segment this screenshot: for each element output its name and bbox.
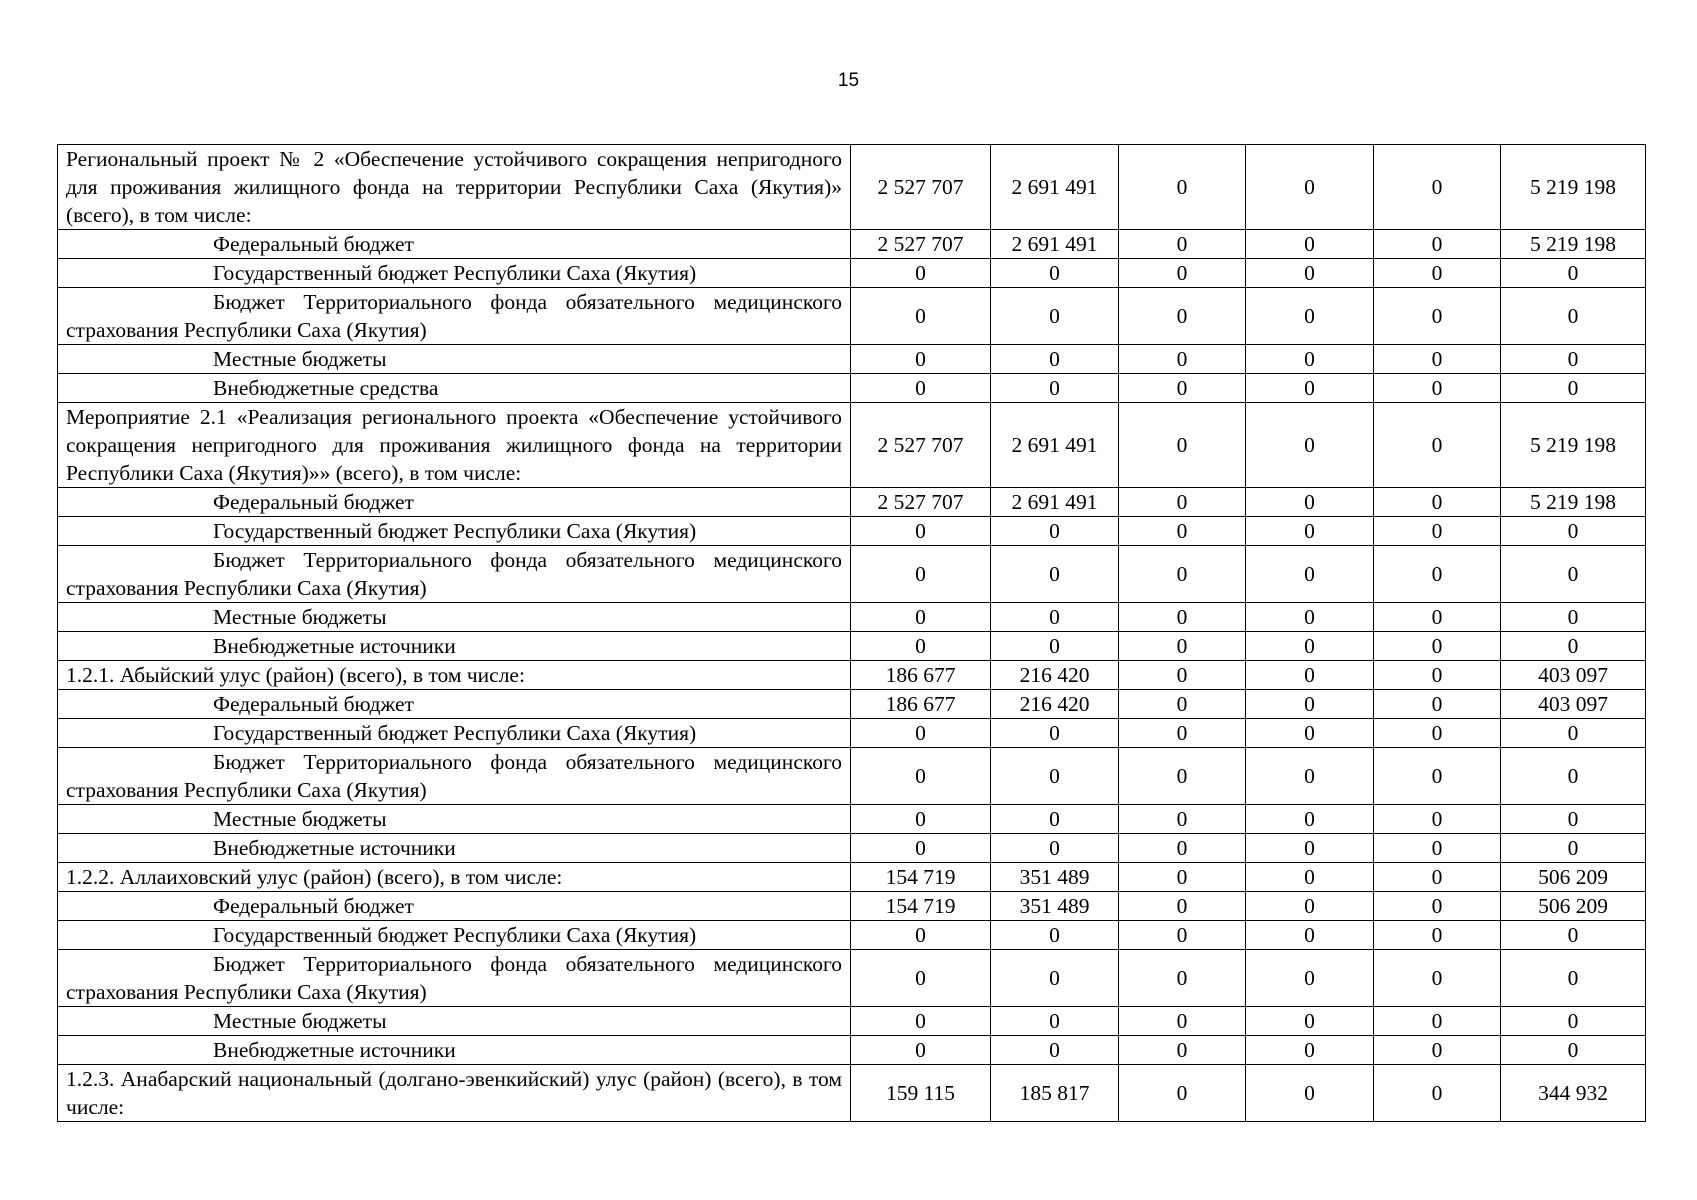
amount-cell: 0 bbox=[1246, 1007, 1374, 1036]
amount-cell: 0 bbox=[1501, 517, 1646, 546]
table-row bbox=[58, 661, 1646, 690]
amount-cell: 0 bbox=[851, 603, 991, 632]
funding-source-label: Местные бюджеты bbox=[58, 345, 851, 374]
amount-cell: 154 719 bbox=[851, 863, 991, 892]
funding-source-label: Государственный бюджет Республики Саха (Якутия) bbox=[58, 921, 851, 950]
amount-cell: 0 bbox=[1246, 748, 1374, 805]
funding-source-label: Местные бюджеты bbox=[58, 805, 851, 834]
amount-cell: 0 bbox=[991, 805, 1119, 834]
amount-cell: 0 bbox=[1374, 259, 1501, 288]
amount-cell: 154 719 bbox=[851, 892, 991, 921]
amount-cell: 0 bbox=[1119, 834, 1246, 863]
funding-source-label: Государственный бюджет Республики Саха (Якутия) bbox=[58, 719, 851, 748]
amount-cell: 0 bbox=[1374, 1036, 1501, 1065]
amount-cell: 0 bbox=[1119, 690, 1246, 719]
amount-cell: 0 bbox=[1246, 805, 1374, 834]
amount-cell: 0 bbox=[1119, 403, 1246, 488]
table-row bbox=[58, 517, 1646, 546]
amount-cell: 0 bbox=[1119, 661, 1246, 690]
funding-source-label: Федеральный бюджет bbox=[58, 690, 851, 719]
table-row bbox=[58, 288, 1646, 345]
amount-cell: 185 817 bbox=[991, 1065, 1119, 1122]
amount-cell: 0 bbox=[1246, 1036, 1374, 1065]
amount-cell: 0 bbox=[991, 1036, 1119, 1065]
amount-cell: 506 209 bbox=[1501, 892, 1646, 921]
amount-cell: 0 bbox=[1119, 603, 1246, 632]
amount-cell: 0 bbox=[991, 288, 1119, 345]
amount-cell: 0 bbox=[1119, 719, 1246, 748]
amount-cell: 2 691 491 bbox=[991, 145, 1119, 230]
funding-source-label: Бюджет Территориального фонда обязательного медицинского страхования Республики Саха (Якутия) bbox=[58, 748, 851, 805]
amount-cell: 159 115 bbox=[851, 1065, 991, 1122]
funding-source-label: Внебюджетные источники bbox=[58, 632, 851, 661]
amount-cell: 5 219 198 bbox=[1501, 403, 1646, 488]
table-row bbox=[58, 145, 1646, 230]
funding-source-label: Государственный бюджет Республики Саха (Якутия) bbox=[58, 259, 851, 288]
amount-cell: 0 bbox=[1246, 374, 1374, 403]
amount-cell: 0 bbox=[1501, 921, 1646, 950]
table-row bbox=[58, 259, 1646, 288]
amount-cell: 0 bbox=[1501, 288, 1646, 345]
funding-source-label: Внебюджетные источники bbox=[58, 834, 851, 863]
table-row bbox=[58, 488, 1646, 517]
funding-source-label: Бюджет Территориального фонда обязательного медицинского страхования Республики Саха (Якутия) bbox=[58, 288, 851, 345]
funding-source-label: Государственный бюджет Республики Саха (Якутия) bbox=[58, 517, 851, 546]
amount-cell: 0 bbox=[991, 603, 1119, 632]
amount-cell: 0 bbox=[1374, 374, 1501, 403]
funding-source-label: Федеральный бюджет bbox=[58, 488, 851, 517]
amount-cell: 0 bbox=[1374, 719, 1501, 748]
amount-cell: 0 bbox=[1374, 546, 1501, 603]
funding-source-label: Федеральный бюджет bbox=[58, 892, 851, 921]
amount-cell: 0 bbox=[1246, 921, 1374, 950]
amount-cell: 0 bbox=[1501, 1007, 1646, 1036]
amount-cell: 0 bbox=[1501, 632, 1646, 661]
amount-cell: 0 bbox=[1374, 603, 1501, 632]
amount-cell: 0 bbox=[1501, 374, 1646, 403]
amount-cell: 0 bbox=[851, 921, 991, 950]
amount-cell: 216 420 bbox=[991, 690, 1119, 719]
amount-cell: 0 bbox=[1374, 145, 1501, 230]
funding-source-label: Бюджет Территориального фонда обязательного медицинского страхования Республики Саха (Якутия) bbox=[58, 950, 851, 1007]
amount-cell: 0 bbox=[1246, 863, 1374, 892]
amount-cell: 0 bbox=[1246, 661, 1374, 690]
funding-source-label: Местные бюджеты bbox=[58, 1007, 851, 1036]
table-row bbox=[58, 546, 1646, 603]
item-label: Мероприятие 2.1 «Реализация регионального проекта «Обеспечение устойчивого сокращения непригодного для проживания жилищного фонда на территории Республики Саха (Якутия)»» (всего), в том числе: bbox=[58, 403, 851, 488]
amount-cell: 0 bbox=[991, 719, 1119, 748]
amount-cell: 0 bbox=[1246, 517, 1374, 546]
amount-cell: 0 bbox=[1374, 863, 1501, 892]
amount-cell: 0 bbox=[1374, 892, 1501, 921]
amount-cell: 0 bbox=[1246, 345, 1374, 374]
amount-cell: 5 219 198 bbox=[1501, 145, 1646, 230]
amount-cell: 0 bbox=[1374, 288, 1501, 345]
amount-cell: 0 bbox=[851, 805, 991, 834]
amount-cell: 0 bbox=[1119, 805, 1246, 834]
amount-cell: 0 bbox=[851, 345, 991, 374]
table-row bbox=[58, 719, 1646, 748]
amount-cell: 0 bbox=[1374, 661, 1501, 690]
amount-cell: 0 bbox=[851, 546, 991, 603]
amount-cell: 506 209 bbox=[1501, 863, 1646, 892]
amount-cell: 0 bbox=[851, 719, 991, 748]
amount-cell: 0 bbox=[851, 517, 991, 546]
amount-cell: 0 bbox=[1246, 892, 1374, 921]
amount-cell: 0 bbox=[991, 374, 1119, 403]
amount-cell: 0 bbox=[991, 834, 1119, 863]
item-label: 1.2.3. Анабарский национальный (долгано-эвенкийский) улус (район) (всего), в том числе: bbox=[58, 1065, 851, 1122]
amount-cell: 0 bbox=[1246, 403, 1374, 488]
amount-cell: 0 bbox=[1119, 632, 1246, 661]
amount-cell: 186 677 bbox=[851, 661, 991, 690]
table-row bbox=[58, 950, 1646, 1007]
table-row bbox=[58, 834, 1646, 863]
amount-cell: 2 691 491 bbox=[991, 230, 1119, 259]
amount-cell: 0 bbox=[1119, 1065, 1246, 1122]
amount-cell: 0 bbox=[1246, 230, 1374, 259]
amount-cell: 0 bbox=[991, 632, 1119, 661]
table-row bbox=[58, 748, 1646, 805]
amount-cell: 0 bbox=[1374, 488, 1501, 517]
amount-cell: 0 bbox=[1246, 1065, 1374, 1122]
amount-cell: 0 bbox=[1374, 230, 1501, 259]
amount-cell: 0 bbox=[851, 950, 991, 1007]
amount-cell: 0 bbox=[1119, 546, 1246, 603]
amount-cell: 0 bbox=[1119, 1007, 1246, 1036]
amount-cell: 5 219 198 bbox=[1501, 488, 1646, 517]
amount-cell: 0 bbox=[1501, 834, 1646, 863]
table-row bbox=[58, 690, 1646, 719]
table-row bbox=[58, 1036, 1646, 1065]
amount-cell: 0 bbox=[851, 259, 991, 288]
amount-cell: 0 bbox=[1119, 517, 1246, 546]
amount-cell: 0 bbox=[1501, 345, 1646, 374]
funding-source-label: Бюджет Территориального фонда обязательного медицинского страхования Республики Саха (Якутия) bbox=[58, 546, 851, 603]
amount-cell: 403 097 bbox=[1501, 690, 1646, 719]
table-row bbox=[58, 1065, 1646, 1122]
amount-cell: 0 bbox=[1119, 892, 1246, 921]
budget-table-body bbox=[58, 145, 1646, 1122]
amount-cell: 0 bbox=[1246, 488, 1374, 517]
amount-cell: 0 bbox=[1119, 921, 1246, 950]
amount-cell: 0 bbox=[1374, 748, 1501, 805]
amount-cell: 0 bbox=[1501, 748, 1646, 805]
amount-cell: 0 bbox=[1374, 805, 1501, 834]
amount-cell: 0 bbox=[1246, 950, 1374, 1007]
amount-cell: 0 bbox=[851, 374, 991, 403]
amount-cell: 0 bbox=[1119, 1036, 1246, 1065]
amount-cell: 0 bbox=[991, 921, 1119, 950]
amount-cell: 0 bbox=[991, 546, 1119, 603]
amount-cell: 0 bbox=[1246, 834, 1374, 863]
amount-cell: 0 bbox=[1246, 690, 1374, 719]
amount-cell: 0 bbox=[1374, 834, 1501, 863]
amount-cell: 0 bbox=[1501, 1036, 1646, 1065]
amount-cell: 2 527 707 bbox=[851, 145, 991, 230]
amount-cell: 351 489 bbox=[991, 863, 1119, 892]
amount-cell: 0 bbox=[1501, 805, 1646, 834]
amount-cell: 0 bbox=[851, 632, 991, 661]
amount-cell: 2 691 491 bbox=[991, 488, 1119, 517]
amount-cell: 0 bbox=[1501, 603, 1646, 632]
funding-source-label: Внебюджетные средства bbox=[58, 374, 851, 403]
amount-cell: 0 bbox=[1119, 374, 1246, 403]
amount-cell: 0 bbox=[991, 950, 1119, 1007]
amount-cell: 0 bbox=[851, 1036, 991, 1065]
amount-cell: 0 bbox=[1501, 719, 1646, 748]
funding-source-label: Федеральный бюджет bbox=[58, 230, 851, 259]
amount-cell: 0 bbox=[1246, 546, 1374, 603]
amount-cell: 0 bbox=[851, 748, 991, 805]
amount-cell: 0 bbox=[1119, 288, 1246, 345]
amount-cell: 0 bbox=[1119, 345, 1246, 374]
funding-source-label: Внебюджетные источники bbox=[58, 1036, 851, 1065]
amount-cell: 0 bbox=[1246, 603, 1374, 632]
amount-cell: 344 932 bbox=[1501, 1065, 1646, 1122]
amount-cell: 0 bbox=[991, 259, 1119, 288]
page-number: 15 bbox=[837, 70, 860, 91]
amount-cell: 186 677 bbox=[851, 690, 991, 719]
amount-cell: 0 bbox=[1119, 863, 1246, 892]
amount-cell: 0 bbox=[851, 834, 991, 863]
table-row bbox=[58, 603, 1646, 632]
amount-cell: 0 bbox=[1246, 632, 1374, 661]
amount-cell: 0 bbox=[1501, 950, 1646, 1007]
amount-cell: 0 bbox=[1374, 921, 1501, 950]
amount-cell: 0 bbox=[1374, 950, 1501, 1007]
amount-cell: 403 097 bbox=[1501, 661, 1646, 690]
amount-cell: 0 bbox=[1374, 345, 1501, 374]
amount-cell: 0 bbox=[1119, 488, 1246, 517]
amount-cell: 0 bbox=[851, 1007, 991, 1036]
amount-cell: 0 bbox=[1501, 546, 1646, 603]
amount-cell: 0 bbox=[1246, 288, 1374, 345]
table-row bbox=[58, 1007, 1646, 1036]
amount-cell: 0 bbox=[1246, 145, 1374, 230]
amount-cell: 351 489 bbox=[991, 892, 1119, 921]
table-row bbox=[58, 921, 1646, 950]
amount-cell: 2 527 707 bbox=[851, 488, 991, 517]
amount-cell: 0 bbox=[1119, 950, 1246, 1007]
amount-cell: 0 bbox=[1374, 632, 1501, 661]
amount-cell: 0 bbox=[991, 517, 1119, 546]
amount-cell: 0 bbox=[1119, 230, 1246, 259]
amount-cell: 2 527 707 bbox=[851, 230, 991, 259]
amount-cell: 0 bbox=[1246, 719, 1374, 748]
table-row bbox=[58, 805, 1646, 834]
amount-cell: 0 bbox=[1374, 1065, 1501, 1122]
table-row bbox=[58, 632, 1646, 661]
amount-cell: 2 527 707 bbox=[851, 403, 991, 488]
table-row bbox=[58, 345, 1646, 374]
amount-cell: 0 bbox=[1246, 259, 1374, 288]
item-label: 1.2.2. Аллаиховский улус (район) (всего), в том числе: bbox=[58, 863, 851, 892]
funding-source-label: Местные бюджеты bbox=[58, 603, 851, 632]
amount-cell: 0 bbox=[991, 748, 1119, 805]
amount-cell: 0 bbox=[851, 288, 991, 345]
amount-cell: 0 bbox=[991, 1007, 1119, 1036]
amount-cell: 0 bbox=[1119, 145, 1246, 230]
item-label: 1.2.1. Абыйский улус (район) (всего), в том числе: bbox=[58, 661, 851, 690]
table-row bbox=[58, 374, 1646, 403]
item-label: Региональный проект № 2 «Обеспечение устойчивого сокращения непригодного для проживания жилищного фонда на территории Республики Саха (Якутия)» (всего), в том числе: bbox=[58, 145, 851, 230]
table-row bbox=[58, 863, 1646, 892]
amount-cell: 0 bbox=[1374, 517, 1501, 546]
amount-cell: 5 219 198 bbox=[1501, 230, 1646, 259]
amount-cell: 0 bbox=[1374, 1007, 1501, 1036]
amount-cell: 0 bbox=[1374, 690, 1501, 719]
amount-cell: 0 bbox=[1119, 748, 1246, 805]
table-row bbox=[58, 403, 1646, 488]
amount-cell: 0 bbox=[991, 345, 1119, 374]
table-row bbox=[58, 230, 1646, 259]
amount-cell: 0 bbox=[1119, 259, 1246, 288]
amount-cell: 216 420 bbox=[991, 661, 1119, 690]
amount-cell: 0 bbox=[1501, 259, 1646, 288]
amount-cell: 2 691 491 bbox=[991, 403, 1119, 488]
budget-table bbox=[57, 144, 1646, 1122]
table-row bbox=[58, 892, 1646, 921]
amount-cell: 0 bbox=[1374, 403, 1501, 488]
